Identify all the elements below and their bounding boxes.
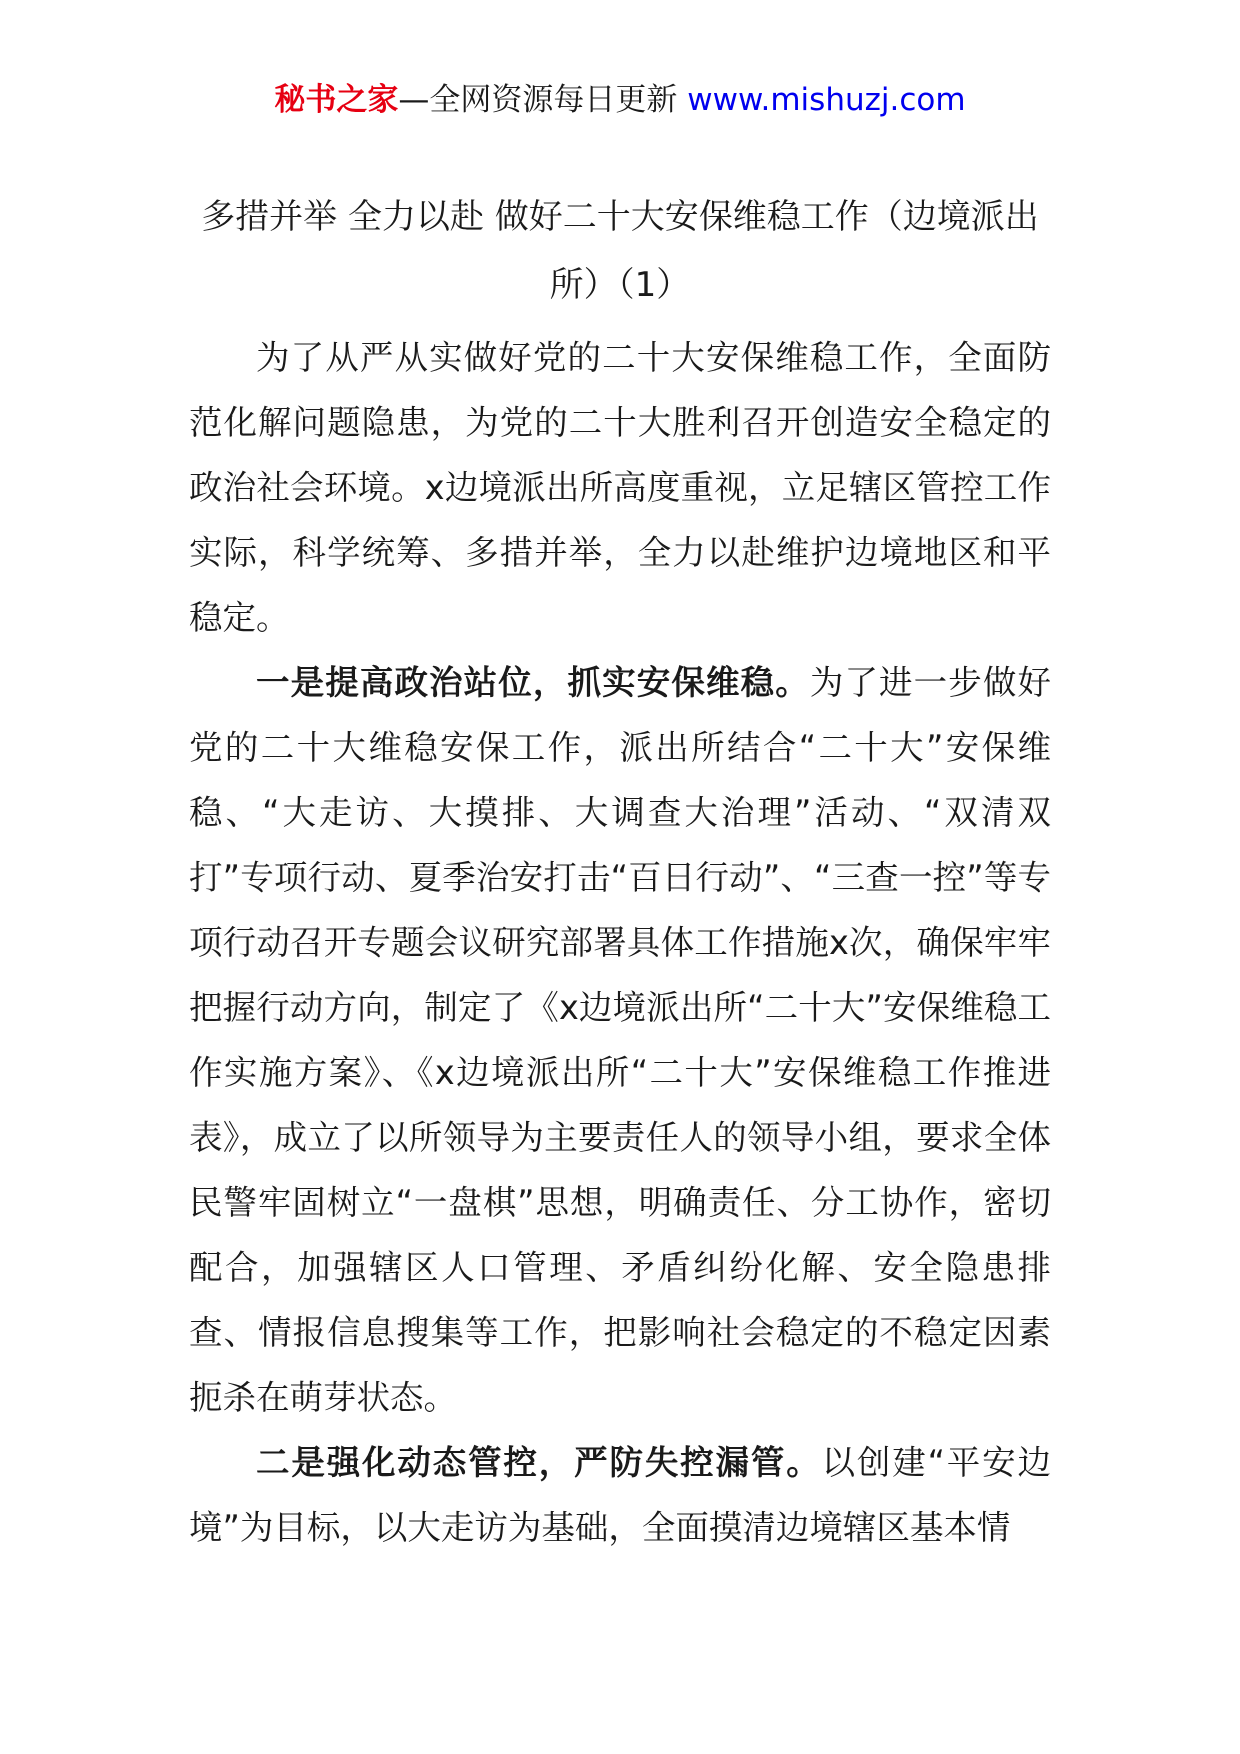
header-tagline: —全网资源每日更新	[398, 82, 678, 118]
brand-name: 秘书之家	[274, 82, 399, 118]
paragraph-text: 为了进一步做好党的二十大维稳安保工作，派出所结合“二十大”安保维稳、“大走访、大摸排、大调查大治理”活动、“双清双打”专项行动、夏季治安打击“百日行动”、“三查一控”等专项行动召开专题会议研究部署具体工作措施x次，确保牢牢把握行动方向，制定了《x边境派出所“二十大”安保维稳工作实施方案》、《x边境派出所“二十大”安保维稳工作推进表》，成立了以所领导为主要责任人的领导小组，要求全体民警牢固树立“一盘棋”思想，明确责任、分工协作，密切配合，加强辖区人口管理、矛盾纠纷化解、安全隐患排查、情报信息搜集等工作，把影响社会稳定的不稳定因素扼杀在萌芽状态。	[189, 663, 1052, 1417]
paragraph-point-1	[189, 650, 1051, 1430]
site-header	[0, 78, 1240, 122]
paragraph-lead: 二是强化动态管控，严防失控漏管。	[256, 1443, 822, 1482]
paragraph-text: 为了从严从实做好党的二十大安保维稳工作，全面防范化解问题隐患，为党的二十大胜利召开创造安全稳定的政治社会环境。x边境派出所高度重视，立足辖区管控工作实际，科学统筹、多措并举，全力以赴维护边境地区和平稳定。	[189, 338, 1051, 637]
paragraph-lead: 一是提高政治站位，抓实安保维稳。	[256, 663, 810, 702]
paragraph-text: 以创建“平安边境”为目标，以大走访为基础，全面摸清边境辖区基本情	[189, 1443, 1052, 1547]
document-title: 多措并举 全力以赴 做好二十大安保维稳工作（边境派出所）（1）	[201, 197, 1039, 305]
paragraph-point-2	[189, 1430, 1051, 1560]
paragraph-intro	[189, 325, 1051, 650]
site-url-link[interactable]: www.mishuzj.com	[687, 82, 966, 118]
document-body	[189, 325, 1051, 1560]
